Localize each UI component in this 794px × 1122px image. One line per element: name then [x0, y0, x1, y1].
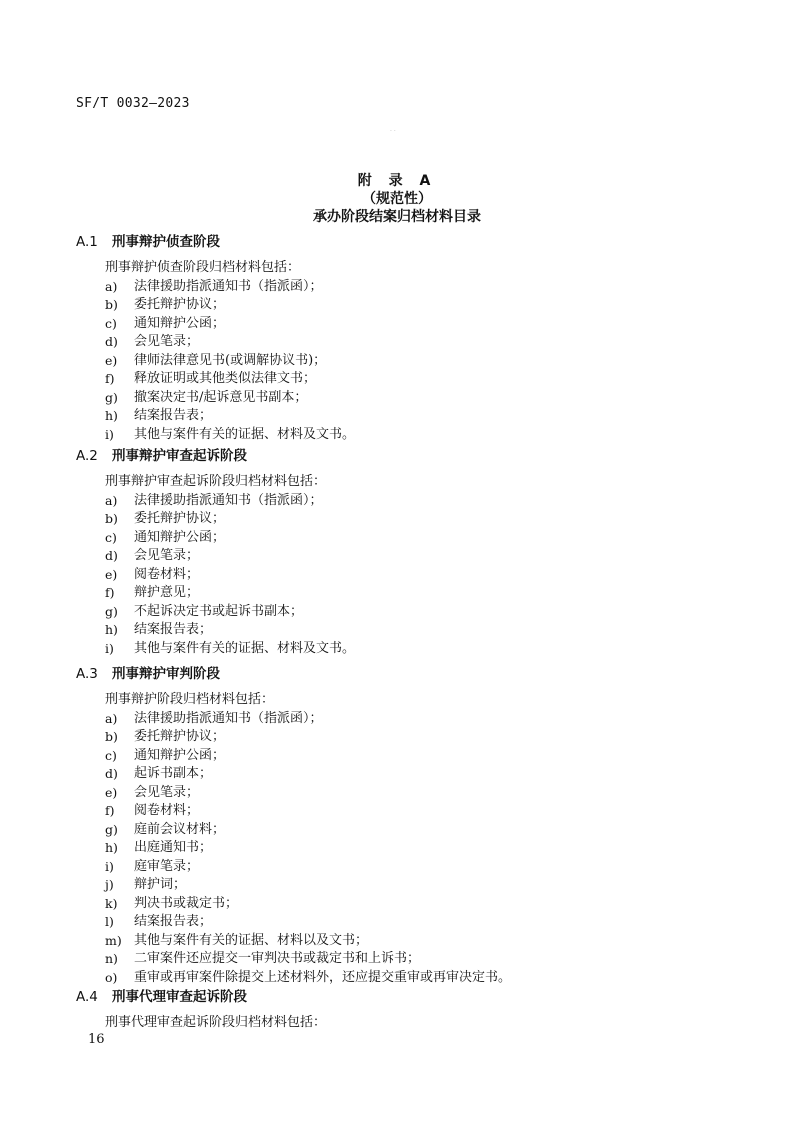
list-item — [76, 839, 726, 858]
list-item-marker: j) — [105, 877, 114, 892]
list-item-marker: h) — [105, 408, 118, 423]
list-item-text: 阅卷材料； — [134, 566, 200, 582]
list-item-marker: i) — [105, 426, 114, 442]
list-item-text: 起诉书副本； — [134, 766, 213, 781]
list-item — [76, 913, 726, 932]
list-item — [76, 950, 726, 969]
list-item-marker: f) — [105, 803, 115, 818]
section-intro: 刑事辩护审查起诉阶段归档材料包括： — [105, 474, 327, 489]
list-item-text: 委托辩护协议； — [134, 729, 226, 744]
list-item-text: 撤案决定书/起诉意见书副本； — [134, 389, 308, 405]
list-item — [76, 407, 726, 426]
list-item — [76, 389, 726, 408]
list-item-marker: g) — [105, 389, 118, 405]
appendix-title: 附 录 A — [357, 173, 437, 189]
list-item-text: 通知辩护公函； — [134, 747, 226, 763]
standard-code: SF/T 0032—2023 — [76, 96, 190, 111]
list-item-marker: c) — [105, 747, 117, 763]
list-item — [76, 784, 726, 803]
list-item-marker: e) — [105, 566, 118, 582]
list-item-marker: k) — [105, 895, 118, 911]
section-intro: 刑事辩护侦查阶段归档材料包括： — [105, 260, 301, 275]
section-title — [76, 664, 726, 684]
list-item-marker: i) — [105, 858, 114, 874]
appendix-type: （规范性） — [362, 191, 432, 207]
list-item-marker: d) — [105, 766, 118, 781]
list-item — [76, 370, 726, 389]
list-item-marker: b) — [105, 729, 118, 744]
list-item-marker: d) — [105, 334, 118, 349]
list-item-text: 重审或再审案件除提交上述材料外，还应提交重审或再审决定书。 — [134, 969, 512, 985]
list-item — [76, 547, 726, 566]
list-item-text: 法律援助指派通知书（指派函）； — [134, 492, 323, 508]
section-title-text: 刑事辩护审查起诉阶段 — [112, 448, 247, 464]
list-item — [76, 969, 726, 988]
section-title — [76, 987, 726, 1007]
section-a-3 — [76, 664, 726, 987]
list-item-text: 结案报告表； — [134, 622, 213, 637]
list-item — [76, 603, 726, 622]
list-item — [76, 315, 726, 334]
list-item-text: 律师法律意见书(或调解协议书)； — [134, 352, 327, 368]
list-item-text: 通知辩护公函； — [134, 315, 226, 331]
list-item — [76, 333, 726, 352]
list-item-marker: d) — [105, 548, 118, 563]
list-item-marker: e) — [105, 784, 118, 800]
section-number: A.3 — [76, 666, 98, 682]
list-item-text: 结案报告表； — [134, 914, 213, 929]
list-item-text: 辩护意见； — [134, 585, 200, 600]
list-item-marker: a) — [105, 710, 118, 726]
list-item-marker: m) — [105, 932, 122, 948]
list-item-text: 会见笔录； — [134, 548, 200, 563]
list-item-marker: a) — [105, 278, 118, 294]
list-item-text: 委托辩护协议； — [134, 297, 226, 312]
list-item-marker: a) — [105, 492, 118, 508]
section-title-text: 刑事代理审查起诉阶段 — [112, 989, 247, 1005]
list-item — [76, 710, 726, 729]
list-item — [76, 584, 726, 603]
list-item-text: 出庭通知书； — [134, 840, 213, 855]
list-item — [76, 640, 726, 659]
list-item-text: 结案报告表； — [134, 408, 213, 423]
list-item — [76, 296, 726, 315]
section-a-4 — [76, 987, 726, 1033]
list-item — [76, 876, 726, 895]
list-item-marker: n) — [105, 951, 118, 966]
list-item-text: 其他与案件有关的证据、材料及文书。 — [134, 640, 356, 656]
list-item-marker: g) — [105, 821, 118, 837]
list-item — [76, 492, 726, 511]
list-item-marker: g) — [105, 603, 118, 619]
section-intro: 刑事代理审查起诉阶段归档材料包括： — [105, 1015, 327, 1030]
list-item-marker: b) — [105, 297, 118, 312]
section-title-text: 刑事辩护审判阶段 — [112, 666, 220, 682]
list-item-marker: e) — [105, 352, 118, 368]
section-title — [76, 232, 726, 252]
list-item-text: 二审案件还应提交一审判决书或裁定书和上诉书； — [134, 951, 421, 966]
list-item-text: 释放证明或其他类似法律文书； — [134, 371, 317, 386]
list-item-text: 庭审笔录； — [134, 858, 200, 874]
list-item-marker: l) — [105, 914, 114, 929]
list-item-marker: h) — [105, 622, 118, 637]
list-item-text: 通知辩护公函； — [134, 529, 226, 545]
list-item-text: 其他与案件有关的证据、材料以及文书； — [134, 932, 369, 948]
section-a-2 — [76, 446, 726, 658]
section-number: A.2 — [76, 448, 98, 464]
list-item-marker: h) — [105, 840, 118, 855]
list-item-marker: b) — [105, 511, 118, 526]
list-item — [76, 728, 726, 747]
list-item-marker: o) — [105, 969, 118, 985]
list-item-marker: c) — [105, 529, 117, 545]
appendix-subtitle: 承办阶段结案归档材料目录 — [313, 209, 481, 225]
list-item-text: 阅卷材料； — [134, 803, 200, 818]
section-title — [76, 446, 726, 466]
list-item-text: 辩护词； — [134, 877, 187, 892]
list-item — [76, 747, 726, 766]
section-number: A.4 — [76, 989, 98, 1005]
list-item — [76, 278, 726, 297]
section-title-text: 刑事辩护侦查阶段 — [112, 234, 220, 250]
list-item — [76, 426, 726, 445]
section-a-1 — [76, 232, 726, 444]
list-item-text: 其他与案件有关的证据、材料及文书。 — [134, 426, 356, 442]
list-item-text: 判决书或裁定书； — [134, 895, 239, 911]
list-item — [76, 621, 726, 640]
list-item-marker: i) — [105, 640, 114, 656]
list-item-marker: f) — [105, 585, 115, 600]
list-item-text: 法律援助指派通知书（指派函）； — [134, 278, 323, 294]
list-item — [76, 821, 726, 840]
list-item — [76, 529, 726, 548]
list-item-text: 会见笔录； — [134, 334, 200, 349]
list-item-marker: c) — [105, 315, 117, 331]
list-item — [76, 895, 726, 914]
list-item-text: 法律援助指派通知书（指派函）； — [134, 710, 323, 726]
section-number: A.1 — [76, 234, 98, 250]
list-item — [76, 858, 726, 877]
list-item — [76, 932, 726, 951]
page-number: 16 — [88, 1032, 105, 1047]
list-item-text: 委托辩护协议； — [134, 511, 226, 526]
list-item-marker: f) — [105, 371, 115, 386]
list-item — [76, 352, 726, 371]
list-item — [76, 566, 726, 585]
list-item-text: 不起诉决定书或起诉书副本； — [134, 603, 304, 619]
section-intro: 刑事辩护阶段归档材料包括： — [105, 692, 275, 707]
list-item-text: 会见笔录； — [134, 784, 200, 800]
decorative-dots: · · — [390, 128, 396, 135]
list-item — [76, 802, 726, 821]
list-item — [76, 510, 726, 529]
list-item-text: 庭前会议材料； — [134, 821, 226, 837]
list-item — [76, 765, 726, 784]
